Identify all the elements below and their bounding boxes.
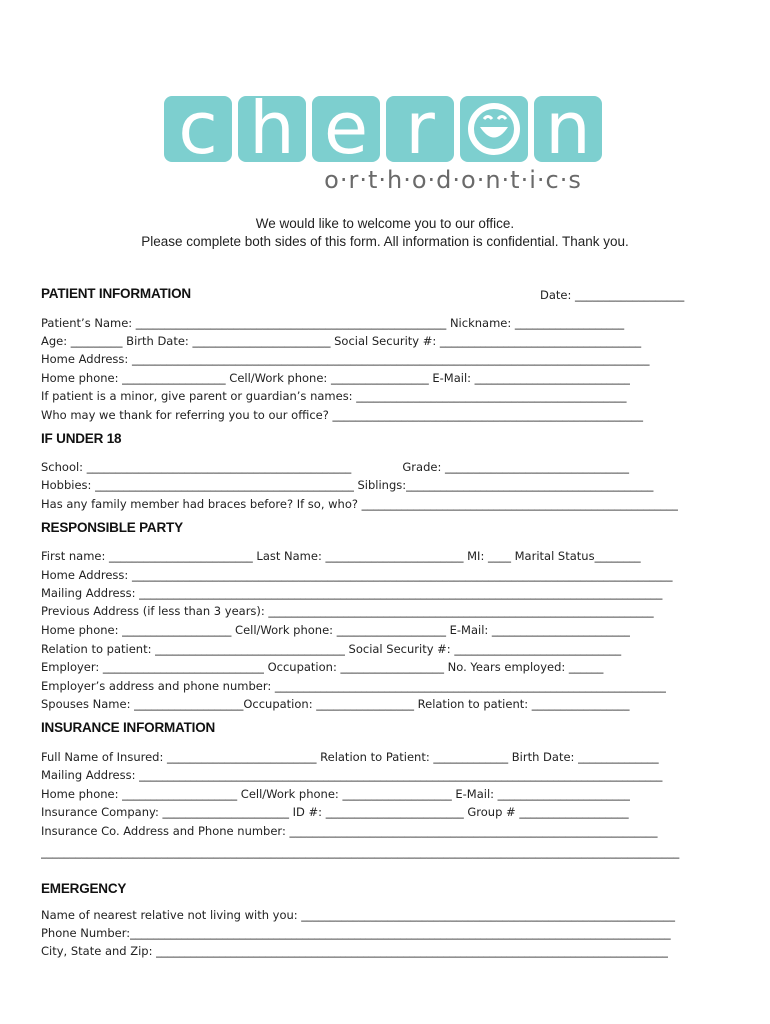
logo-tiles [164, 96, 602, 162]
referral-field[interactable]: Who may we thank for referring you to our office? ______________________________________________________ [41, 408, 643, 422]
insurance-mailing-address-field[interactable]: Mailing Address: ___________________________________________________________________________________________ [41, 768, 663, 782]
family-braces-field[interactable]: Has any family member had braces before? If so, who? _______________________________________________________ [41, 497, 678, 511]
insurance-address-phone-field[interactable]: Insurance Co. Address and Phone number: ________________________________________________________________ [41, 824, 658, 838]
employer-address-field[interactable]: Employer’s address and phone number: ____________________________________________________________________ [41, 679, 666, 693]
previous-address-field[interactable]: Previous Address (if less than 3 years): ___________________________________________________________________ [41, 604, 654, 618]
school-grade-field[interactable]: School: ______________________________________________ Grade: ________________________________ [41, 460, 629, 474]
hobbies-siblings-field[interactable]: Hobbies: _____________________________________________ Siblings:___________________________________________ [41, 478, 654, 492]
logo-letter-h: h [249, 86, 295, 170]
nearest-relative-field[interactable]: Name of nearest relative not living with you: _________________________________________________________________ [41, 908, 676, 922]
city-state-zip-field[interactable]: City, State and Zip: _________________________________________________________________________________________ [41, 944, 668, 958]
insured-name-field[interactable]: Full Name of Insured: __________________________ Relation to Patient: _____________ Birth Date: ______________ [41, 750, 659, 764]
emergency-heading: EMERGENCY [41, 881, 127, 896]
logo-tagline: o·r·t·h·o·d·o·n·t·i·c·s [324, 166, 582, 194]
responsible-party-heading: RESPONSIBLE PARTY [41, 520, 183, 535]
emergency-phone-field[interactable]: Phone Number:______________________________________________________________________________________________ [41, 926, 671, 940]
guardian-names-field[interactable]: If patient is a minor, give parent or guardian’s names: _______________________________________________ [41, 389, 627, 403]
responsible-name-field[interactable]: First name: _________________________ Last Name: ________________________ MI: ____ Marital Status________ [41, 549, 641, 563]
spouse-field[interactable]: Spouses Name: ___________________Occupation: _________________ Relation to patient: _________________ [41, 697, 630, 711]
cheron-orthodontics-logo [0, 0, 770, 200]
logo-letter-c: c [178, 86, 218, 170]
logo-letter-r: r [405, 86, 435, 170]
patient-information-heading: PATIENT INFORMATION [41, 286, 191, 301]
logo-letter-e: e [323, 86, 369, 170]
under-18-heading: IF UNDER 18 [41, 431, 122, 446]
instructions-line: Please complete both sides of this form. All information is confidential. Thank you. [141, 234, 629, 249]
responsible-relation-ssn-field[interactable]: Relation to patient: _________________________________ Social Security #: _____________________________ [41, 642, 622, 656]
insurance-extra-line-field[interactable]: _______________________________________________________________________________________________________________ [41, 845, 680, 859]
insurance-phone-field[interactable]: Home phone: ____________________ Cell/Work phone: ___________________ E-Mail: _______________________ [41, 787, 630, 801]
responsible-phone-field[interactable]: Home phone: ___________________ Cell/Work phone: ___________________ E-Mail: ________________________ [41, 623, 630, 637]
employer-field[interactable]: Employer: ____________________________ Occupation: __________________ No. Years employed: ______ [41, 660, 604, 674]
phone-email-field[interactable]: Home phone: __________________ Cell/Work phone: _________________ E-Mail: ___________________________ [41, 371, 630, 385]
age-birth-ssn-field[interactable]: Age: _________ Birth Date: ________________________ Social Security #: ___________________________________ [41, 334, 642, 348]
date-field[interactable]: Date: ___________________ [540, 288, 685, 302]
home-address-field[interactable]: Home Address: __________________________________________________________________________________________ [41, 352, 650, 366]
logo-letter-n: n [545, 86, 591, 170]
responsible-home-address-field[interactable]: Home Address: ______________________________________________________________________________________________ [41, 568, 673, 582]
patient-name-field[interactable]: Patient’s Name: ______________________________________________________ Nickname: ___________________ [41, 316, 625, 330]
responsible-mailing-address-field[interactable]: Mailing Address: ___________________________________________________________________________________________ [41, 586, 663, 600]
welcome-line: We would like to welcome you to our office. [255, 216, 515, 231]
insurance-company-field[interactable]: Insurance Company: ______________________ ID #: ________________________ Group # ___________________ [41, 805, 629, 819]
insurance-information-heading: INSURANCE INFORMATION [41, 720, 216, 735]
